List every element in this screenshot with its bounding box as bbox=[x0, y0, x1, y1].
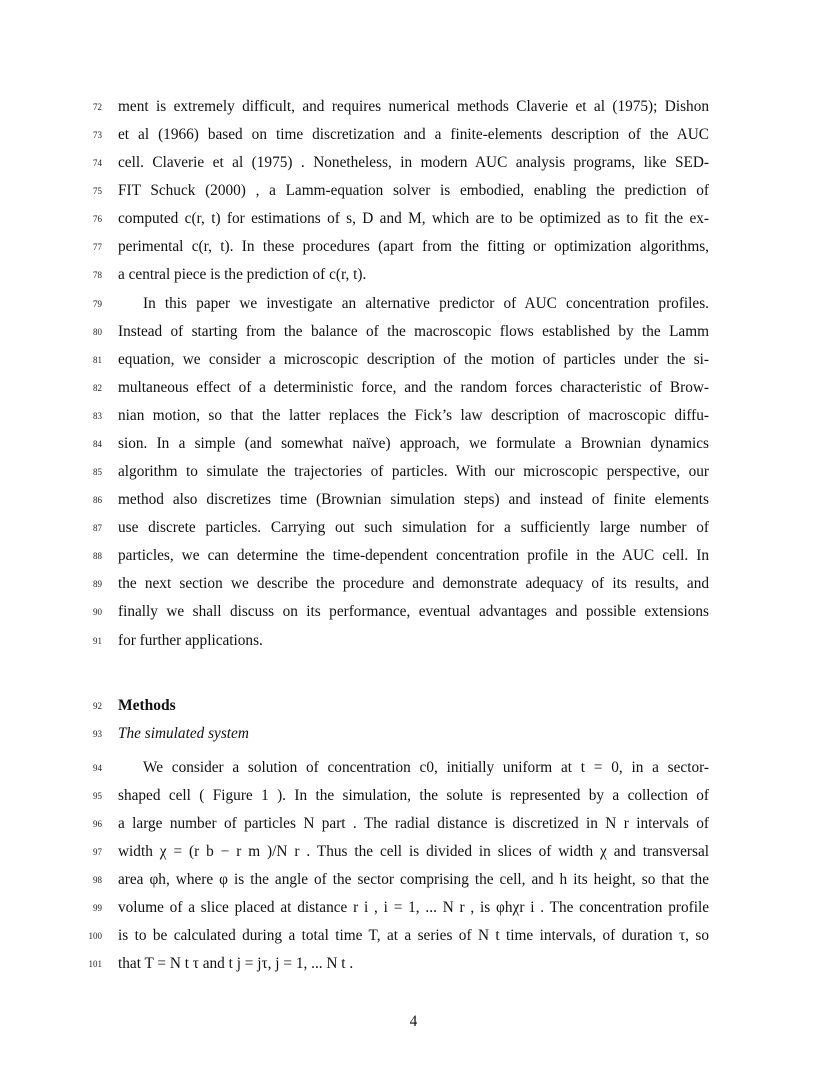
line-number: 80 bbox=[93, 327, 102, 337]
line-number: 78 bbox=[93, 270, 102, 280]
line-number: 85 bbox=[93, 467, 102, 477]
line-number: 82 bbox=[93, 383, 102, 393]
body-text-line: method also discretizes time (Brownian simulation steps) and instead of finite elements bbox=[118, 491, 709, 508]
body-text-line: that T = N t τ and t j = jτ, j = 1, ... N t . bbox=[118, 955, 354, 972]
body-text-line: sion. In a simple (and somewhat naïve) approach, we formulate a Brownian dynamics bbox=[118, 435, 709, 452]
body-text-line: volume of a slice placed at distance r i , i = 1, ... N r , is φhχr i . The concentration profile bbox=[118, 899, 709, 916]
body-text-line: In this paper we investigate an alternative predictor of AUC concentration profiles. bbox=[143, 295, 709, 312]
line-number: 87 bbox=[93, 523, 102, 533]
line-number: 98 bbox=[93, 875, 102, 885]
line-number: 72 bbox=[93, 102, 102, 112]
body-text-line: FIT Schuck (2000) , a Lamm-equation solver is embodied, enabling the prediction of bbox=[118, 182, 709, 199]
line-number: 74 bbox=[93, 158, 102, 168]
body-text-line: perimental c(r, t). In these procedures (apart from the fitting or optimization algorithms, bbox=[118, 238, 709, 255]
body-text-line: multaneous effect of a deterministic force, and the random forces characteristic of Brow- bbox=[118, 379, 709, 396]
body-text-line: particles, we can determine the time-dependent concentration profile in the AUC cell. In bbox=[118, 547, 709, 564]
body-text-line: for further applications. bbox=[118, 632, 263, 649]
line-number: 77 bbox=[93, 242, 102, 252]
body-text-line: finally we shall discuss on its performance, eventual advantages and possible extensions bbox=[118, 603, 709, 620]
line-number: 101 bbox=[88, 959, 102, 969]
body-text-line: cell. Claverie et al (1975) . Nonetheless, in modern AUC analysis programs, like SED- bbox=[118, 154, 709, 171]
line-number: 83 bbox=[93, 411, 102, 421]
body-text-line: a large number of particles N part . The radial distance is discretized in N r intervals of bbox=[118, 815, 709, 832]
line-number: 91 bbox=[93, 636, 102, 646]
line-number: 94 bbox=[93, 763, 102, 773]
line-number: 76 bbox=[93, 214, 102, 224]
body-text-line: ment is extremely difficult, and requires numerical methods Claverie et al (1975); Dishon bbox=[118, 98, 709, 115]
line-number: 96 bbox=[93, 819, 102, 829]
body-text-line: We consider a solution of concentration c0, initially uniform at t = 0, in a sector- bbox=[143, 759, 709, 776]
body-text-line: et al (1966) based on time discretization and a finite-elements description of the AUC bbox=[118, 126, 709, 143]
line-number: 86 bbox=[93, 495, 102, 505]
body-text-line: algorithm to simulate the trajectories of particles. With our microscopic perspective, our bbox=[118, 463, 709, 480]
line-number: 89 bbox=[93, 579, 102, 589]
body-text-line: width χ = (r b − r m )/N r . Thus the cell is divided in slices of width χ and transversal bbox=[118, 843, 709, 860]
body-text-line: Instead of starting from the balance of the macroscopic flows established by the Lamm bbox=[118, 323, 709, 340]
line-number: 81 bbox=[93, 355, 102, 365]
line-number: 79 bbox=[93, 299, 102, 309]
body-text-line: shaped cell ( Figure 1 ). In the simulation, the solute is represented by a collection of bbox=[118, 787, 709, 804]
line-number: 90 bbox=[93, 607, 102, 617]
line-number: 99 bbox=[93, 903, 102, 913]
body-text-line: the next section we describe the procedure and demonstrate adequacy of its results, and bbox=[118, 575, 709, 592]
body-text-line: nian motion, so that the latter replaces the Fick’s law description of macroscopic diffu- bbox=[118, 407, 709, 424]
body-text-line: a central piece is the prediction of c(r, t). bbox=[118, 266, 367, 283]
section-heading: Methods bbox=[118, 697, 176, 714]
line-number: 73 bbox=[93, 130, 102, 140]
body-text-line: is to be calculated during a total time T, at a series of N t time intervals, of duration τ, so bbox=[118, 927, 709, 944]
line-number: 88 bbox=[93, 551, 102, 561]
line-number: 97 bbox=[93, 847, 102, 857]
page-number: 4 bbox=[409, 1013, 418, 1030]
subsection-heading: The simulated system bbox=[118, 725, 249, 742]
body-text-line: computed c(r, t) for estimations of s, D and M, which are to be optimized as to fit the ex- bbox=[118, 210, 709, 227]
line-number: 92 bbox=[93, 701, 102, 711]
body-text-line: area φh, where φ is the angle of the sector comprising the cell, and h its height, so that the bbox=[118, 871, 709, 888]
line-number: 93 bbox=[93, 729, 102, 739]
line-number: 100 bbox=[88, 931, 102, 941]
line-number: 75 bbox=[93, 186, 102, 196]
body-text-line: use discrete particles. Carrying out such simulation for a sufficiently large number of bbox=[118, 519, 709, 536]
body-text-line: equation, we consider a microscopic description of the motion of particles under the si- bbox=[118, 351, 709, 368]
line-number: 95 bbox=[93, 791, 102, 801]
line-number: 84 bbox=[93, 439, 102, 449]
